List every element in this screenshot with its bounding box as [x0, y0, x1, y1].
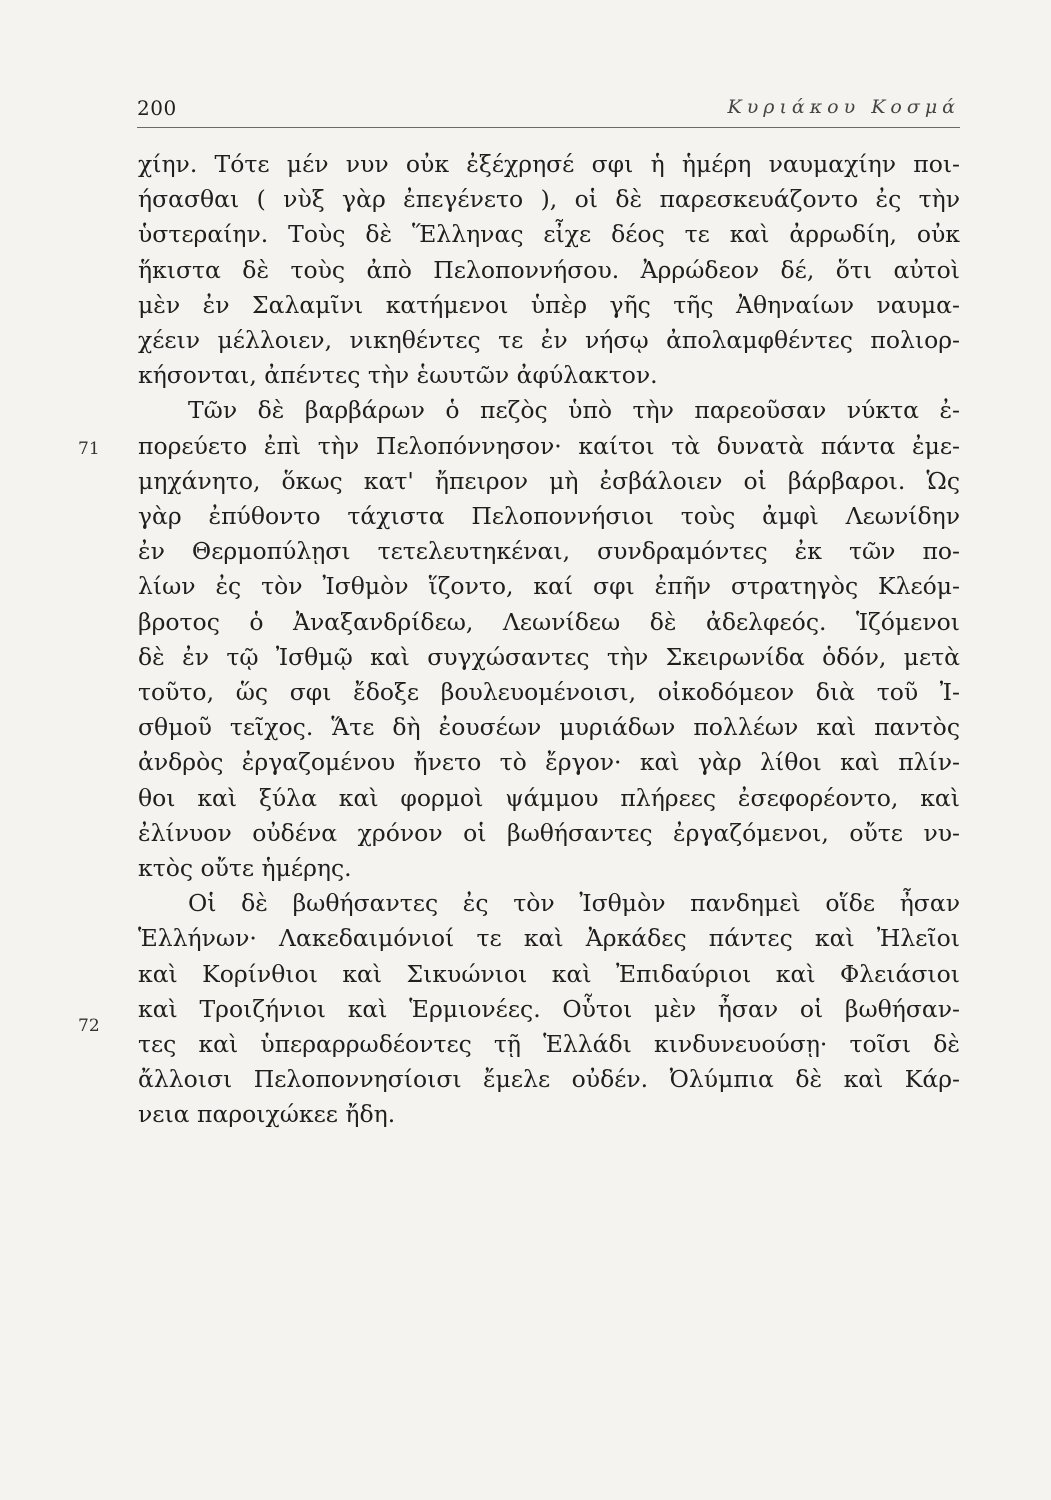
text-line: σθμοῦ τεῖχος. Ἅτε δὴ ἐουσέων μυριάδων πολλέων καὶ παντὸς	[138, 713, 960, 742]
text-line: ἐν Θερμοπύλῃσι τετελευτηκέναι, συνδραμόντες ἐκ τῶν πο-	[138, 537, 960, 566]
section-number-72: 72	[78, 1016, 100, 1036]
text-line: γὰρ ἐπύθοντο τάχιστα Πελοποννήσιοι τοὺς ἀμφὶ Λεωνίδην	[138, 502, 960, 531]
text-line: νεια παροιχώκεε ἤδη.	[138, 1100, 396, 1129]
text-line: μὲν ἐν Σαλαμῖνι κατήμενοι ὑπὲρ γῆς τῆς Ἀθηναίων ναυμα-	[138, 290, 960, 319]
paragraph	[138, 147, 960, 393]
text-line: καὶ Κορίνθιοι καὶ Σικυώνιοι καὶ Ἐπιδαύριοι καὶ Φλειάσιοι	[138, 959, 960, 988]
running-head: Κυριάκου Κοσμά	[727, 96, 960, 118]
text-line: Οἱ δὲ βωθήσαντες ἐς τὸν Ἰσθμὸν πανδημεὶ οἵδε ἦσαν	[188, 889, 960, 918]
text-line: κτὸς οὔτε ἡμέρης.	[138, 854, 352, 883]
body-text	[138, 147, 960, 1133]
text-line: πορεύετο ἐπὶ τὴν Πελοπόννησον· καίτοι τὰ δυνατὰ πάντα ἐμε-	[138, 431, 960, 460]
page-header	[137, 96, 960, 126]
section-number-71: 71	[78, 439, 100, 459]
text-line: λίων ἐς τὸν Ἰσθμὸν ἵζοντο, καί σφι ἐπῆν στρατηγὸς Κλεόμ-	[138, 572, 960, 601]
page-number: 200	[137, 96, 177, 120]
text-line: κήσονται, ἀπέντες τὴν ἑωυτῶν ἀφύλακτον.	[138, 361, 658, 390]
text-line: μηχάνητο, ὅκως κατ' ἤπειρον μὴ ἐσβάλοιεν οἱ βάρβαροι. Ὡς	[138, 466, 960, 495]
text-line: Τῶν δὲ βαρβάρων ὁ πεζὸς ὑπὸ τὴν παρεοῦσαν νύκτα ἐ-	[188, 396, 960, 425]
text-line: θοι καὶ ξύλα καὶ φορμοὶ ψάμμου πλήρεες ἐσεφορέοντο, καὶ	[138, 783, 960, 812]
text-line: ἐλίνυον οὐδένα χρόνον οἱ βωθήσαντες ἐργαζόμενοι, οὔτε νυ-	[138, 818, 960, 847]
text-line: ἀνδρὸς ἐργαζομένου ἤνετο τὸ ἔργον· καὶ γὰρ λίθοι καὶ πλίν-	[138, 748, 960, 777]
text-line: χίην. Τότε μέν νυν οὐκ ἐξέχρησέ σφι ἡ ἡμέρη ναυμαχίην ποι-	[138, 150, 960, 178]
paragraph	[138, 393, 960, 886]
text-line: τοῦτο, ὥς σφι ἔδοξε βουλευομένοισι, οἰκοδόμεον διὰ τοῦ Ἰ-	[138, 678, 960, 707]
paragraph	[138, 886, 960, 1132]
text-line: χέειν μέλλοιεν, νικηθέντες τε ἐν νήσῳ ἀπολαμφθέντες πολιορ-	[138, 326, 960, 355]
text-line: ὑστεραίην. Τοὺς δὲ Ἕλληνας εἶχε δέος τε καὶ ἀρρωδίη, οὐκ	[138, 220, 960, 249]
text-line: βροτος ὁ Ἀναξανδρίδεω, Λεωνίδεω δὲ ἀδελφεός. Ἱζόμενοι	[138, 607, 960, 636]
text-line: ήσασθαι ( νὺξ γὰρ ἐπεγένετο ), οἱ δὲ παρεσκευάζοντο ἐς τὴν	[138, 185, 960, 214]
text-line: δὲ ἐν τῷ Ἰσθμῷ καὶ συγχώσαντες τὴν Σκειρωνίδα ὁδόν, μετὰ	[138, 642, 960, 671]
text-line: τες καὶ ὑπεραρρωδέοντες τῇ Ἑλλάδι κινδυνευούσῃ· τοῖσι δὲ	[138, 1030, 960, 1059]
header-rule	[137, 127, 960, 128]
text-line: καὶ Τροιζήνιοι καὶ Ἑρμιονέες. Οὗτοι μὲν ἦσαν οἱ βωθήσαν-	[138, 994, 960, 1023]
text-line: Ἑλλήνων· Λακεδαιμόνιοί τε καὶ Ἀρκάδες πάντες καὶ Ἠλεῖοι	[138, 924, 960, 953]
text-line: ἥκιστα δὲ τοὺς ἀπὸ Πελοποννήσου. Ἀρρώδεον δέ, ὅτι αὐτοὶ	[138, 255, 960, 284]
text-line: ἄλλοισι Πελοποννησίοισι ἔμελε οὐδέν. Ὀλύμπια δὲ καὶ Κάρ-	[138, 1065, 960, 1094]
